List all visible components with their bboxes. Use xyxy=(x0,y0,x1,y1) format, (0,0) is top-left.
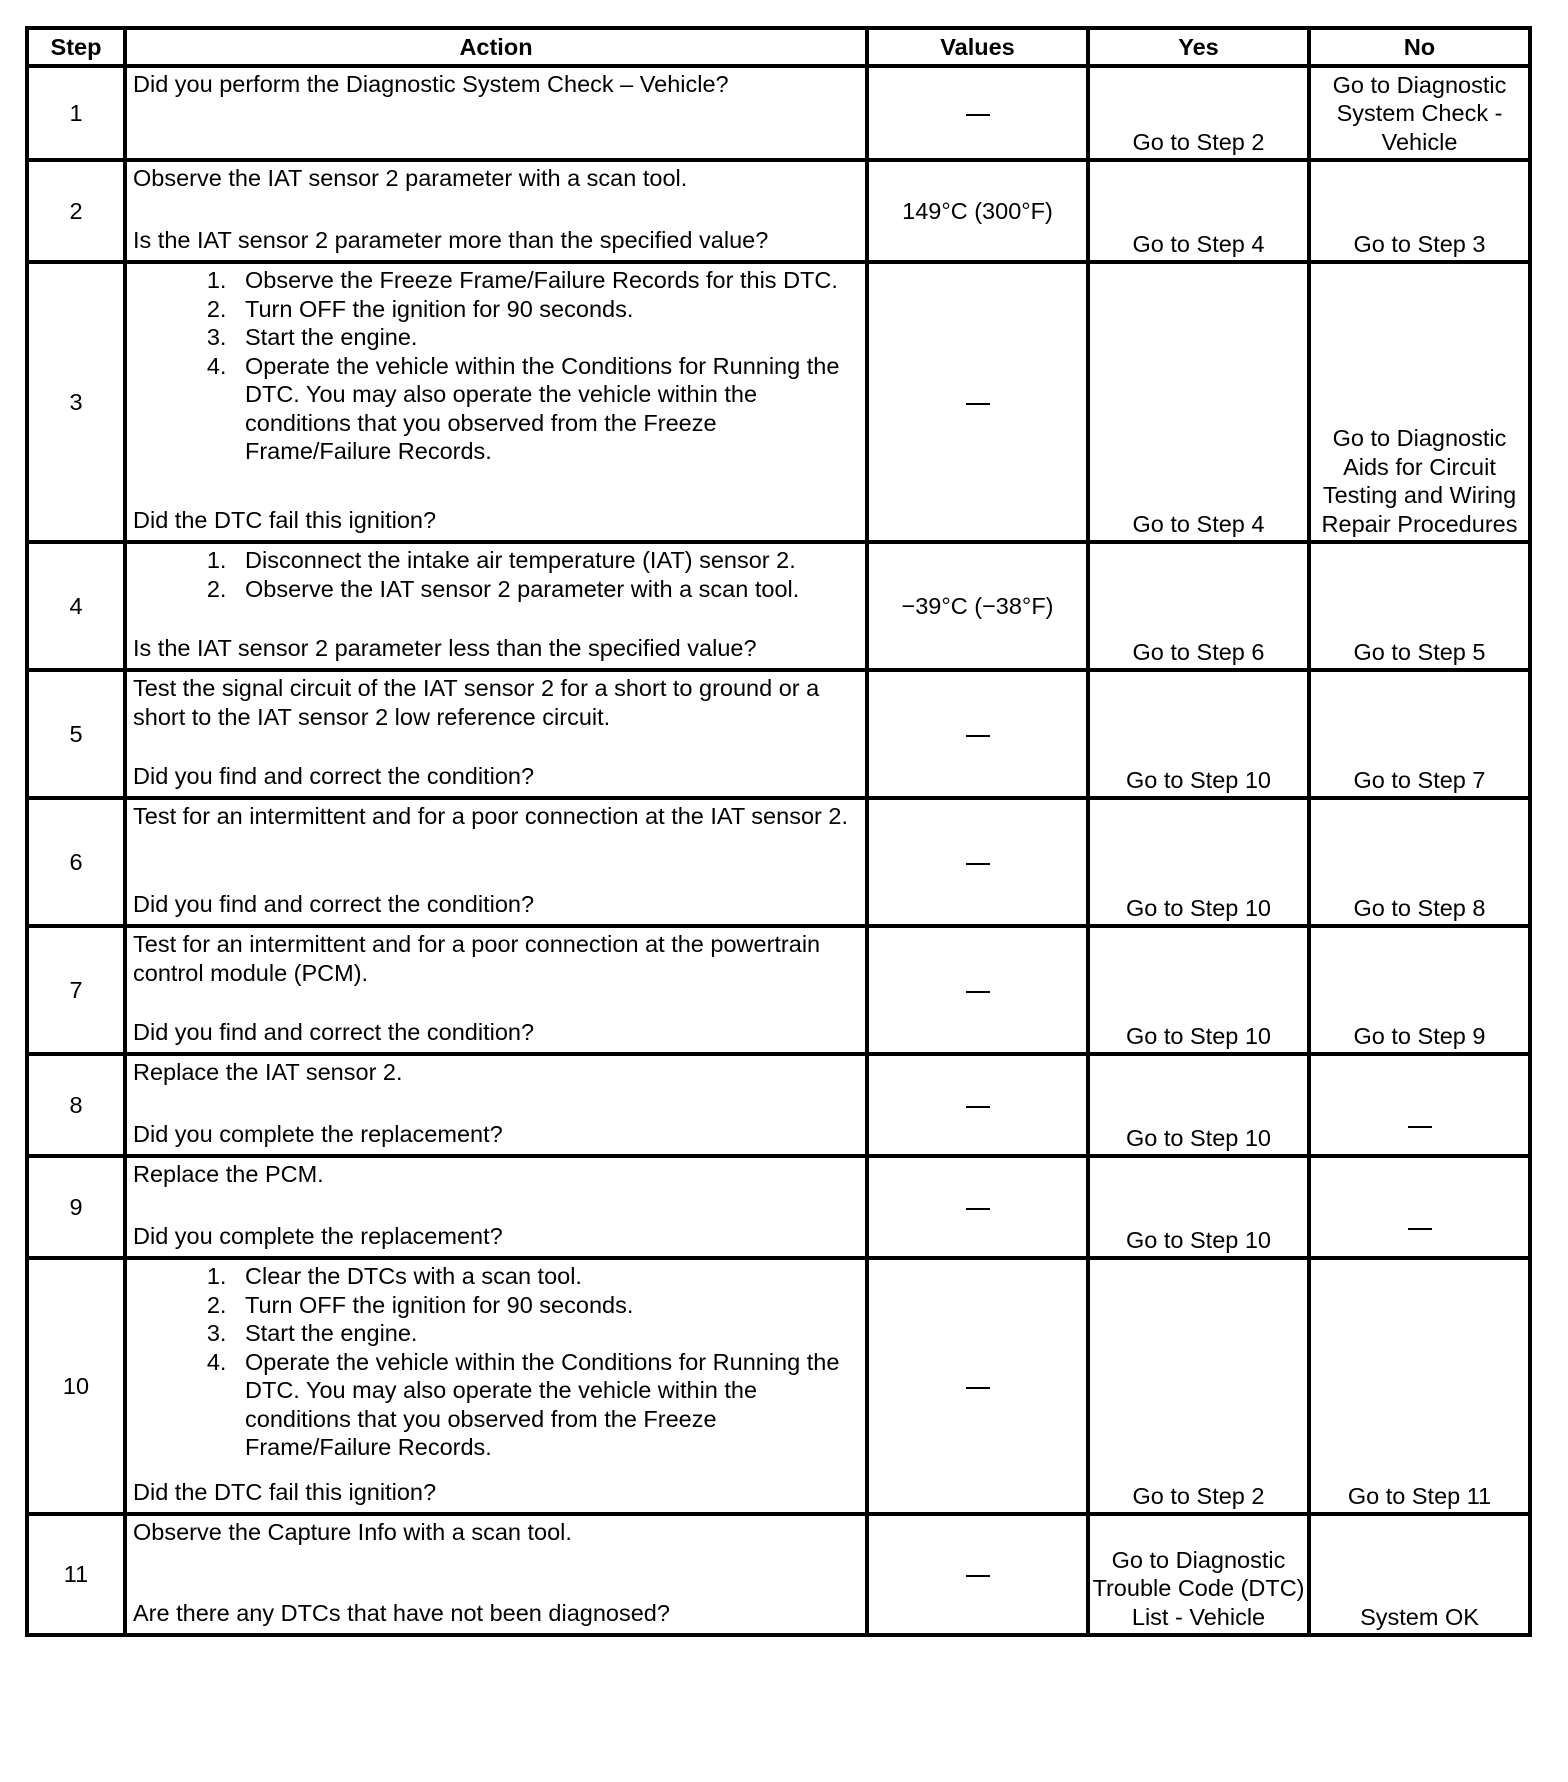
action-content xyxy=(133,70,859,152)
dash-mark xyxy=(966,1208,990,1210)
action-content xyxy=(133,1058,859,1148)
dash-mark xyxy=(966,114,990,116)
action-question: Did you find and correct the condition? xyxy=(133,1018,535,1045)
value-cell xyxy=(867,1514,1088,1635)
action-question: Did you find and correct the condition? xyxy=(133,890,535,917)
header-action: Action xyxy=(125,28,867,66)
action-steps-list xyxy=(133,1262,859,1462)
action-cell xyxy=(125,1258,867,1514)
action-text: Replace the PCM. xyxy=(133,1161,324,1187)
action-question: Did you find and correct the condition? xyxy=(133,762,535,789)
no-cell xyxy=(1309,1156,1530,1258)
action-step-item: 3. Start the engine. xyxy=(233,1319,859,1348)
action-content xyxy=(133,1518,859,1627)
action-step-item: 1. Observe the Freeze Frame/Failure Records for this DTC. xyxy=(233,266,859,295)
no-cell: Go to Diagnostic System Check - Vehicle xyxy=(1309,66,1530,160)
action-question: Is the IAT sensor 2 parameter less than the specified value? xyxy=(133,634,757,661)
no-cell xyxy=(1309,1054,1530,1156)
yes-cell: Go to Step 10 xyxy=(1088,1054,1309,1156)
action-text: Did you perform the Diagnostic System Check – Vehicle? xyxy=(133,71,729,97)
no-cell: Go to Step 11 xyxy=(1309,1258,1530,1514)
dash-mark xyxy=(966,1106,990,1108)
action-question: Did the DTC fail this ignition? xyxy=(133,506,437,533)
action-cell xyxy=(125,798,867,926)
action-cell xyxy=(125,926,867,1054)
header-step: Step xyxy=(27,28,125,66)
action-cell xyxy=(125,262,867,542)
step-number: 11 xyxy=(27,1514,125,1635)
no-cell: Go to Diagnostic Aids for Circuit Testing and Wiring Repair Procedures xyxy=(1309,262,1530,542)
yes-cell: Go to Step 4 xyxy=(1088,160,1309,262)
no-cell: Go to Step 7 xyxy=(1309,670,1530,798)
header-values: Values xyxy=(867,28,1088,66)
no-cell: Go to Step 9 xyxy=(1309,926,1530,1054)
header-no: No xyxy=(1309,28,1530,66)
table-row xyxy=(27,1258,1530,1514)
action-cell xyxy=(125,1514,867,1635)
yes-cell: Go to Step 4 xyxy=(1088,262,1309,542)
step-number: 8 xyxy=(27,1054,125,1156)
action-text: Replace the IAT sensor 2. xyxy=(133,1059,403,1085)
action-cell xyxy=(125,670,867,798)
table-body xyxy=(27,66,1530,1635)
action-step-item: 2. Turn OFF the ignition for 90 seconds. xyxy=(233,295,859,324)
action-question: Did the DTC fail this ignition? xyxy=(133,1478,437,1505)
no-cell: Go to Step 5 xyxy=(1309,542,1530,670)
table-row xyxy=(27,926,1530,1054)
action-step-item: 1. Disconnect the intake air temperature (IAT) sensor 2. xyxy=(233,546,859,575)
action-cell xyxy=(125,160,867,262)
no-cell: Go to Step 8 xyxy=(1309,798,1530,926)
dash-mark xyxy=(966,1387,990,1389)
step-number: 2 xyxy=(27,160,125,262)
action-step-item: 4. Operate the vehicle within the Conditions for Running the DTC. You may also operate the vehicle within the conditions that you observed from the Freeze Frame/Failure Records. xyxy=(233,352,859,466)
yes-cell: Go to Diagnostic Trouble Code (DTC) List - Vehicle xyxy=(1088,1514,1309,1635)
action-question: Did you complete the replacement? xyxy=(133,1222,503,1249)
action-question: Did you complete the replacement? xyxy=(133,1120,503,1147)
dash-mark xyxy=(966,403,990,405)
action-text: Observe the IAT sensor 2 parameter with a scan tool. xyxy=(133,165,688,191)
action-step-item: 1. Clear the DTCs with a scan tool. xyxy=(233,1262,859,1291)
value-cell xyxy=(867,66,1088,160)
value-cell xyxy=(867,1258,1088,1514)
action-content xyxy=(133,546,859,662)
dash-mark xyxy=(966,991,990,993)
step-number: 10 xyxy=(27,1258,125,1514)
table-row xyxy=(27,1514,1530,1635)
action-step-item: 2. Observe the IAT sensor 2 parameter with a scan tool. xyxy=(233,575,859,604)
value-cell xyxy=(867,1156,1088,1258)
value-cell xyxy=(867,798,1088,926)
action-step-item: 4. Operate the vehicle within the Conditions for Running the DTC. You may also operate the vehicle within the conditions that you observed from the Freeze Frame/Failure Records. xyxy=(233,1348,859,1462)
yes-cell: Go to Step 10 xyxy=(1088,1156,1309,1258)
step-number: 6 xyxy=(27,798,125,926)
value-cell: 149°C (300°F) xyxy=(867,160,1088,262)
header-yes: Yes xyxy=(1088,28,1309,66)
action-text: Test the signal circuit of the IAT sensor 2 for a short to ground or a short to the IAT sensor 2 low reference circuit. xyxy=(133,675,820,730)
yes-cell: Go to Step 10 xyxy=(1088,926,1309,1054)
action-step-item: 3. Start the engine. xyxy=(233,323,859,352)
action-content xyxy=(133,674,859,790)
table-row xyxy=(27,542,1530,670)
table-row xyxy=(27,1054,1530,1156)
no-cell: Go to Step 3 xyxy=(1309,160,1530,262)
dash-mark xyxy=(966,863,990,865)
action-content xyxy=(133,164,859,254)
action-steps-list xyxy=(133,546,859,603)
step-number: 9 xyxy=(27,1156,125,1258)
header-row xyxy=(27,28,1530,66)
yes-cell: Go to Step 6 xyxy=(1088,542,1309,670)
dash-mark xyxy=(966,735,990,737)
table-row xyxy=(27,1156,1530,1258)
value-cell xyxy=(867,670,1088,798)
value-cell: −39°C (−38°F) xyxy=(867,542,1088,670)
step-number: 4 xyxy=(27,542,125,670)
step-number: 7 xyxy=(27,926,125,1054)
action-content xyxy=(133,930,859,1046)
action-content xyxy=(133,1160,859,1250)
dash-mark xyxy=(966,1575,990,1577)
step-number: 1 xyxy=(27,66,125,160)
action-question: Are there any DTCs that have not been diagnosed? xyxy=(133,1599,670,1626)
action-step-item: 2. Turn OFF the ignition for 90 seconds. xyxy=(233,1291,859,1320)
yes-cell: Go to Step 2 xyxy=(1088,1258,1309,1514)
action-content xyxy=(133,266,859,534)
table-row xyxy=(27,262,1530,542)
table-row xyxy=(27,670,1530,798)
yes-cell: Go to Step 10 xyxy=(1088,798,1309,926)
table-row xyxy=(27,66,1530,160)
action-cell xyxy=(125,1156,867,1258)
action-cell xyxy=(125,542,867,670)
value-cell xyxy=(867,1054,1088,1156)
action-question: Is the IAT sensor 2 parameter more than the specified value? xyxy=(133,226,769,253)
diagnostic-table xyxy=(25,26,1532,1637)
action-text: Test for an intermittent and for a poor connection at the IAT sensor 2. xyxy=(133,803,848,829)
yes-cell: Go to Step 2 xyxy=(1088,66,1309,160)
action-cell xyxy=(125,66,867,160)
yes-cell: Go to Step 10 xyxy=(1088,670,1309,798)
action-steps-list xyxy=(133,266,859,466)
action-cell xyxy=(125,1054,867,1156)
action-text: Test for an intermittent and for a poor connection at the powertrain control module (PCM). xyxy=(133,931,821,986)
table-row xyxy=(27,160,1530,262)
no-cell: System OK xyxy=(1309,1514,1530,1635)
dash-mark xyxy=(1408,1126,1432,1128)
dash-mark xyxy=(1408,1228,1432,1230)
step-number: 3 xyxy=(27,262,125,542)
action-content xyxy=(133,802,859,918)
table-row xyxy=(27,798,1530,926)
value-cell xyxy=(867,926,1088,1054)
step-number: 5 xyxy=(27,670,125,798)
action-text: Observe the Capture Info with a scan tool. xyxy=(133,1519,572,1545)
action-content xyxy=(133,1262,859,1506)
value-cell xyxy=(867,262,1088,542)
